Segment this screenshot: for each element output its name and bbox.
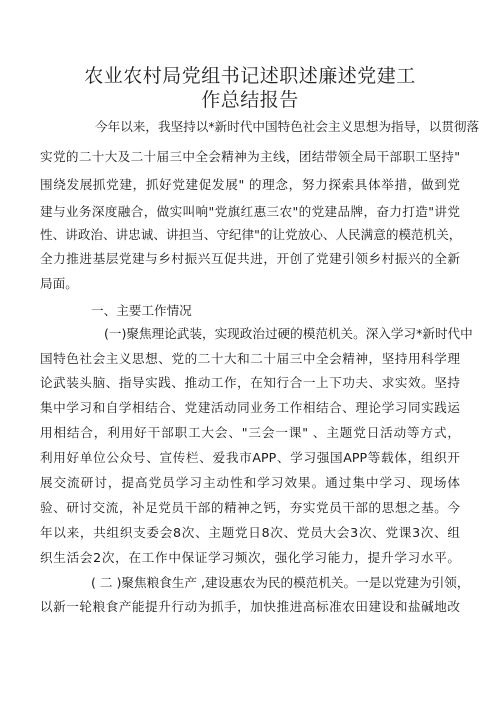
part1-line-4: 集中学习和自学相结合、党建活动同业务工作相结合、理论学习同实践运 bbox=[40, 400, 460, 415]
part1-line-10: 织生活会2次，在工作中保证学习频次，强化学习能力，提升学习水平。 bbox=[40, 550, 460, 565]
document-title-line-1: 农业农村局党组书记述职述廉述党建工 bbox=[84, 65, 416, 87]
part1-line-9: 年以来，共组织支委会8次、主题党日8次、党员大会3次、党课3次、组 bbox=[40, 525, 460, 540]
part1-line-1: (一)聚焦理论武装，实现政治过硬的模范机关。深入学习*新时代中 bbox=[104, 326, 473, 341]
intro-paragraph-line-7: 局面。 bbox=[40, 276, 78, 291]
intro-paragraph-line-3: 围绕发展抓党建，抓好党建促发展" 的理念，努力探索具体举措，做到党 bbox=[40, 177, 460, 192]
part1-line-5: 用相结合，利用好干部职工大会、"三会一课" 、主题党日活动等方式， bbox=[40, 425, 460, 440]
part1-line-3: 论武装头脑、指导实践、推动工作，在知行合一上下功夫、求实效。坚持 bbox=[40, 375, 460, 390]
intro-paragraph-line-6: 全力推进基层党建与乡村振兴互促共进，开创了党建引领乡村振兴的全新 bbox=[40, 251, 460, 266]
part1-line-6: 利用好单位公众号、宣传栏、爱我市APP、学习强国APP等载体，组织开 bbox=[40, 450, 460, 465]
intro-paragraph-line-5: 性、讲政治、讲忠诚、讲担当、守纪律"的让党放心、人民满意的模范机关， bbox=[40, 227, 462, 242]
part2-line-1: ( 二 )聚焦粮食生产 ,建设惠农为民的模范机关。一是以党建为引领， bbox=[91, 575, 470, 590]
part1-line-2: 国特色社会主义思想、党的二十大和二十届三中全会精神，坚持用科学理 bbox=[40, 351, 460, 366]
intro-paragraph-line-4: 建与业务深度融合，做实叫响"党旗红惠三农"的党建品牌，奋力打造"讲党 bbox=[40, 204, 460, 219]
part1-line-8: 验、研讨交流，补足党员干部的精神之钙，夯实党员干部的思想之基。今 bbox=[40, 500, 460, 515]
intro-paragraph-line-2: 实党的二十大及二十届三中全会精神为主线，团结带领全局干部职工坚持" bbox=[40, 149, 460, 164]
part2-line-2: 以新一轮粮食产能提升行动为抓手，加快推进高标准农田建设和盐碱地改 bbox=[40, 599, 460, 614]
section-heading: 一、主要工作情况 bbox=[91, 303, 192, 318]
part1-line-7: 展交流研讨，提高党员学习主动性和学习效果。通过集中学习、现场体 bbox=[40, 475, 460, 490]
document-title-line-2: 作总结报告 bbox=[201, 89, 299, 111]
intro-paragraph-line-1: 今年以来，我坚持以*新时代中国特色社会主义思想为指导，以贯彻落 bbox=[95, 119, 480, 134]
